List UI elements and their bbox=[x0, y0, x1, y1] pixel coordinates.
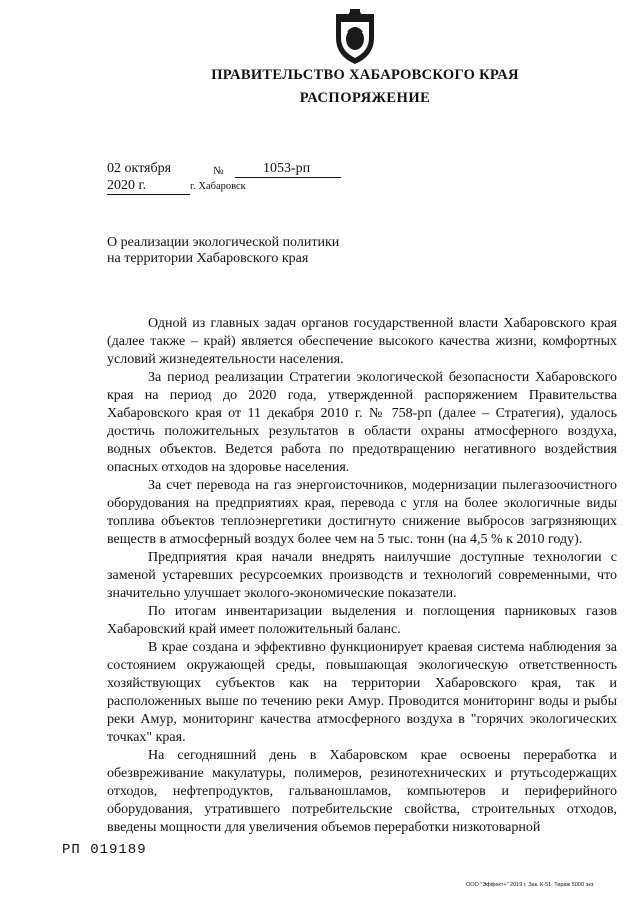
body-paragraph: На сегодняшний день в Хабаровском крае освоены переработка и обезвреживание макулатуры, полимеров, резинотехнических и ртутьсодержащих отходов, нефтепродуктов, гальваношламов, компьютеров и периферийного оборудования, утратившего потребительские свойства, строительных отходов, введены мощности для увеличения объемов переработки низкотоварной bbox=[107, 748, 617, 835]
document-number: 1053-рп bbox=[235, 160, 341, 178]
organization-title: ПРАВИТЕЛЬСТВО ХАБАРОВСКОГО КРАЯ bbox=[211, 67, 519, 83]
body-paragraph: Предприятия края начали внедрять наилучшие доступные технологии с заменой устаревших ресурсоемких производств и технологий современными, что значительно улучшает эколого-экономические показатели. bbox=[107, 550, 617, 601]
number-sign: № bbox=[213, 165, 224, 177]
document-type: РАСПОРЯЖЕНИЕ bbox=[299, 90, 431, 106]
coat-of-arms-icon bbox=[332, 8, 378, 66]
document-subject: О реализации экологической политики на территории Хабаровского края bbox=[107, 235, 340, 266]
document-city: г. Хабаровск bbox=[190, 181, 246, 192]
document-date: 02 октября 2020 г. bbox=[107, 160, 190, 195]
body-paragraph: За счет перевода на газ энергоисточников, модернизации пылегазоочистного оборудования на предприятиях края, перевода с угля на более экологичные виды топлива объектов теплоэнергетики достигнуто снижение выбросов загрязняющих веществ в атмосферный воздух более чем на 5 тыс. тонн (на 4,5 % к 2010 году). bbox=[107, 478, 617, 547]
document-body bbox=[107, 315, 617, 837]
body-paragraph: За период реализации Стратегии экологической безопасности Хабаровского края на период до 2020 года, утвержденной распоряжением Правительства Хабаровского края от 11 декабря 2010 г. № 758-рп (далее – Стратегия), удалось достичь положительных результатов в области охраны атмосферного воздуха, водных объектов. Ведется работа по предотвращению негативного воздействия опасных отходов на здоровье населения. bbox=[107, 370, 617, 475]
body-paragraph: По итогам инвентаризации выделения и поглощения парниковых газов Хабаровский край имеет положительный баланс. bbox=[107, 604, 617, 637]
printer-imprint: ООО "Эффект+" 2019 г. Зак. К-51. Тираж 5000 экз bbox=[466, 882, 594, 888]
body-paragraph: В крае создана и эффективно функционирует краевая система наблюдения за состоянием окружающей среды, повышающая экологическую ответственность хозяйствующих субъектов как на территории Хабаровского края, так и расположенных выше по течению реки Амур. Проводится мониторинг воды и рыбы реки Амур, мониторинг качества атмосферного воздуха в "горячих экологических точках" края. bbox=[107, 640, 617, 745]
form-serial-code: РП 019189 bbox=[62, 842, 147, 858]
body-paragraph: Одной из главных задач органов государственной власти Хабаровского края (далее также – край) является обеспечение высокого качества жизни, комфортных условий жизнедеятельности населения. bbox=[107, 316, 617, 367]
